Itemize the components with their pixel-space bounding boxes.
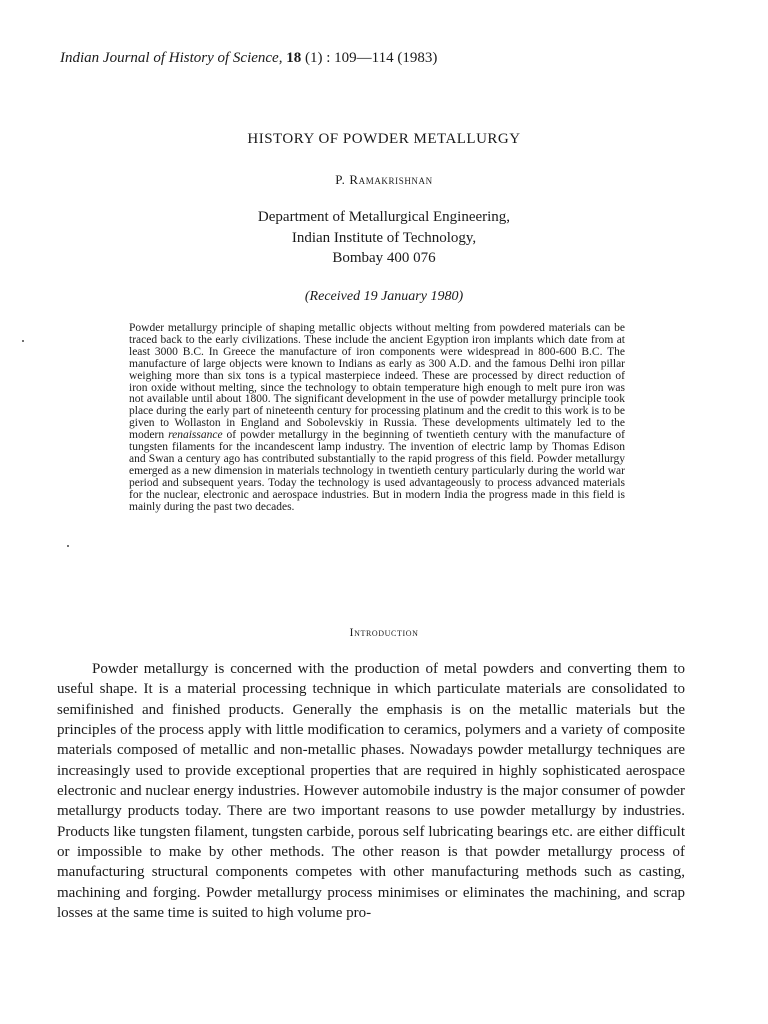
scan-speck: [22, 340, 24, 342]
affiliation-city: Bombay 400 076: [332, 250, 436, 266]
affiliation-department: Department of Metallurgical Engineering,: [257, 209, 511, 225]
abstract: [129, 323, 625, 514]
scan-speck: [67, 545, 69, 547]
abstract-text-part2: of powder metallurgy in the beginning of twentieth century with the manufacture of tungsten filaments for the incandescent lamp industry. The invention of electric lamp by Thomas Edison and Swan a century ago has contributed substantially to the rapid progress of this field. Powder metallurgy emerged as a new dimension in materials technology in twentieth century particularly during the world war period and subsequent years. Today the technology is used advantageously to process advanced materials for the nuclear, electronic and aerospace industries. But in modern India the progress made in this field is mainly during the past two decades.: [129, 429, 625, 513]
abstract-text-part1: Powder metallurgy principle of shaping metallic objects without melting from powdered materials can be traced back to the early civilizations. These include the ancient Egyption iron implants which date from at least 3000 B.C. In Greece the manufacture of iron components were widespread in 800-600 B.C. The manufacture of large objects were known to Indians as early as 300 A.D. and the famous Delhi iron pillar weighing more than six tons is a typical masterpiece indeed. These are processed by direct reduction of iron oxide without melting, since the technology to obtain temperature high enough to melt pure iron was not available until about 1800. The significant development in the use of powder metallurgy principle took place during the early part of nineteenth century for processing platinum and the credit to this work is to be given to Wollaston in England and Sobolevskiy in Russia. These developments ultimately led to the modern: [129, 322, 625, 442]
section-heading-introduction: Introduction: [349, 625, 419, 639]
journal-volume: 18: [286, 50, 302, 66]
journal-name: Indian Journal of History of Science,: [60, 50, 283, 66]
article-author: P. Ramakrishnan: [335, 172, 433, 187]
article-title: HISTORY OF POWDER METALLURGY: [247, 131, 521, 147]
journal-issue-pages: (1) : 109—114 (1983): [304, 50, 438, 66]
received-date: (Received 19 January 1980): [304, 289, 464, 304]
affiliation-institute: Indian Institute of Technology,: [291, 230, 477, 246]
introduction-paragraph: Powder metallurgy is concerned with the production of metal powders and converting them to useful shape. It is a material processing technique in which particulate materials are consolidated to semifinished and finished products. Generally the emphasis is on the metallic materials but the principles of the process apply with little modification to ceramics, polymers and a variety of composite materials composed of metallic and non-metallic phases. Nowadays powder metallurgy techniques are increasingly used to provide exceptional properties that are required in highly sophisticated aerospace electronic and nuclear energy industries. However automobile industry is the major consumer of powder metallurgy products today. There are two important reasons to use powder metallurgy by industries. Products like tungsten filament, tungsten carbide, porous self lubricating bearings etc. are either difficult or impossible to make by other methods. The other reason is that powder metallurgy process of manufacturing structural components competes with other manufacturing methods such as casting, machining and forging. Powder metallurgy process minimises or eliminates the machining, and scrap losses at the same time is suited to high volume pro-: [57, 661, 685, 922]
abstract-emphasis: renaissance: [168, 429, 223, 442]
journal-citation: [60, 50, 437, 67]
